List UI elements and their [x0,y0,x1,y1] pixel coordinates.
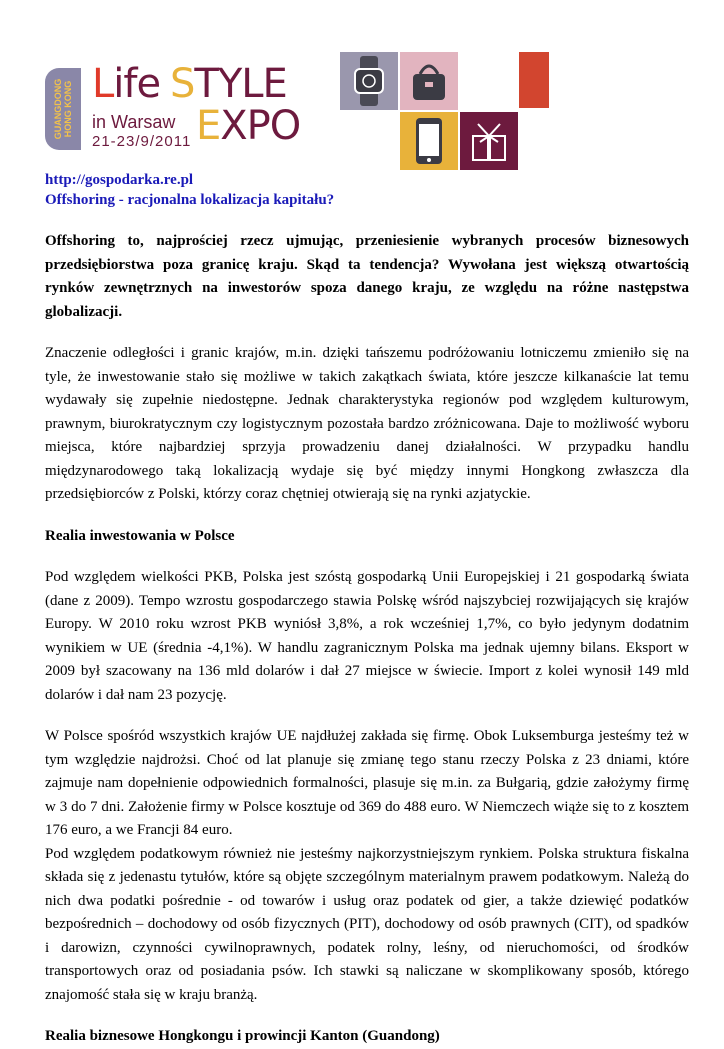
article-title-link[interactable]: Offshoring - racjonalna lokalizacja kapitału? [45,192,335,208]
document-body [45,170,689,1049]
logo-expo-text: EXPO [196,103,301,149]
phone-icon [400,112,458,170]
red-tile [519,52,549,108]
paragraph-3: W Polsce spośród wszystkich krajów UE najdłużej zakłada się firmę. Obok Luksemburga jesteśmy też w tym względzie najdrożsi. Choć od lat planuje się zmianę tego stanu rzeczy Polska z 23 dniami, które zajmuje nam dopełnienie odpowiednich formalności, plasuje się m.in. za Bułgarią, gdzie założymy firmę w 3 do 7 dni. Założenie firmy w Polsce kosztuje od 369 do 488 euro. W Niemczech wiąże się to z kosztem 176 euro, a we Francji 84 euro. [45,728,689,838]
lead-paragraph: Offshoring to, najprościej rzecz ujmując, przeniesienie wybranych procesów biznesowych przedsiębiorstwa poza granicę kraju. Skąd ta tendencja? Wywołana jest większą otwartością rynków zewnętrznych na inwestorów spoza danego kraju, ze względu na różne następstwa globalizacji. [45,233,689,320]
gift-icon [460,112,518,170]
paragraph-2: Pod względem wielkości PKB, Polska jest szóstą gospodarką Unii Europejskiej i 21 gospodarką świata (dane z 2009). Tempo wzrostu gospodarczego stawia Polskę wśród najszybciej rozwijających się krajów Europy. W 2010 roku wzrost PKB wyniósł 3,8%, a rok wcześniej 1,7%, co było jedynym dodatnim wynikiem w UE (średnia -4,1%). W handlu zagranicznym Polska ma jednak ujemny bilans. Eksport w 2009 był szacowany na 136 mld dolarów i dał 27 miejsce w świecie. Import z kolei wynosił 149 mld dolarów i dał nam 23 pozycję. [45,569,689,703]
watch-icon [340,52,398,110]
source-link[interactable]: http://gospodarka.re.pl [45,172,194,188]
handbag-icon [400,52,458,110]
page-header [0,0,724,170]
section-heading-poland: Realia inwestowania w Polsce [45,527,235,544]
section-heading-hongkong: Realia biznesowe Hongkongu i prowincji Kanton (Guandong) [45,1028,440,1044]
logo-dates: 21-23/9/2011 [92,133,192,150]
logo-subtitle: in Warsaw [92,112,176,132]
logo-style-text: STYLE [170,61,287,107]
logo-region-text: GUANGDONG HONG KONG [53,78,73,140]
paragraph-1: Znaczenie odległości i granic krajów, m.in. dzięki tańszemu podróżowaniu lotniczemu zmieniło się na tyle, że inwestowanie stało się możliwe w takich zakątkach świata, które jeszcze kilkanaście lat temu wydawały się zupełnie niedostępne. Jednak charakterystyka regionów pod względem kulturowym, prawnym, biurokratycznym czy logistycznym pozostała bardzo zróżnicowana. Daje to możliwość wyboru miejsca, które najbardziej sprzyja prowadzeniu danej działalności. W przypadku handlu międzynarodowego taką lokalizacją wydaje się być między innymi Hongkong zwłaszcza dla przedsiębiorców z Polski, którzy coraz chętniej otwierają się na rynki azjatyckie. [45,345,689,502]
logo-life-text: Life [92,61,161,107]
logo-region-tag [45,68,81,150]
paragraph-4: Pod względem podatkowym również nie jesteśmy najkorzystniejszym rynkiem. Polska struktura fiskalna składa się z jedenastu tytułów, które są objęte szczególnym materialnym prawem podatkowym. Należą do nich dwa podatki pośrednie - od towarów i usług oraz podatek od gier, a także dziewięć podatków bezpośrednich – dochodowy od osób fizycznych (PIT), dochodowy od osób prawnych (CIT), od spadków i darowizn, czynności cywilnoprawnych, podatek rolny, leśny, od nieruchomości, od środków transportowych oraz od posiadania psów. Ich stawki są naliczane w skomplikowany sposób, którego znajomość stała się w kraju branżą. [45,845,689,1003]
